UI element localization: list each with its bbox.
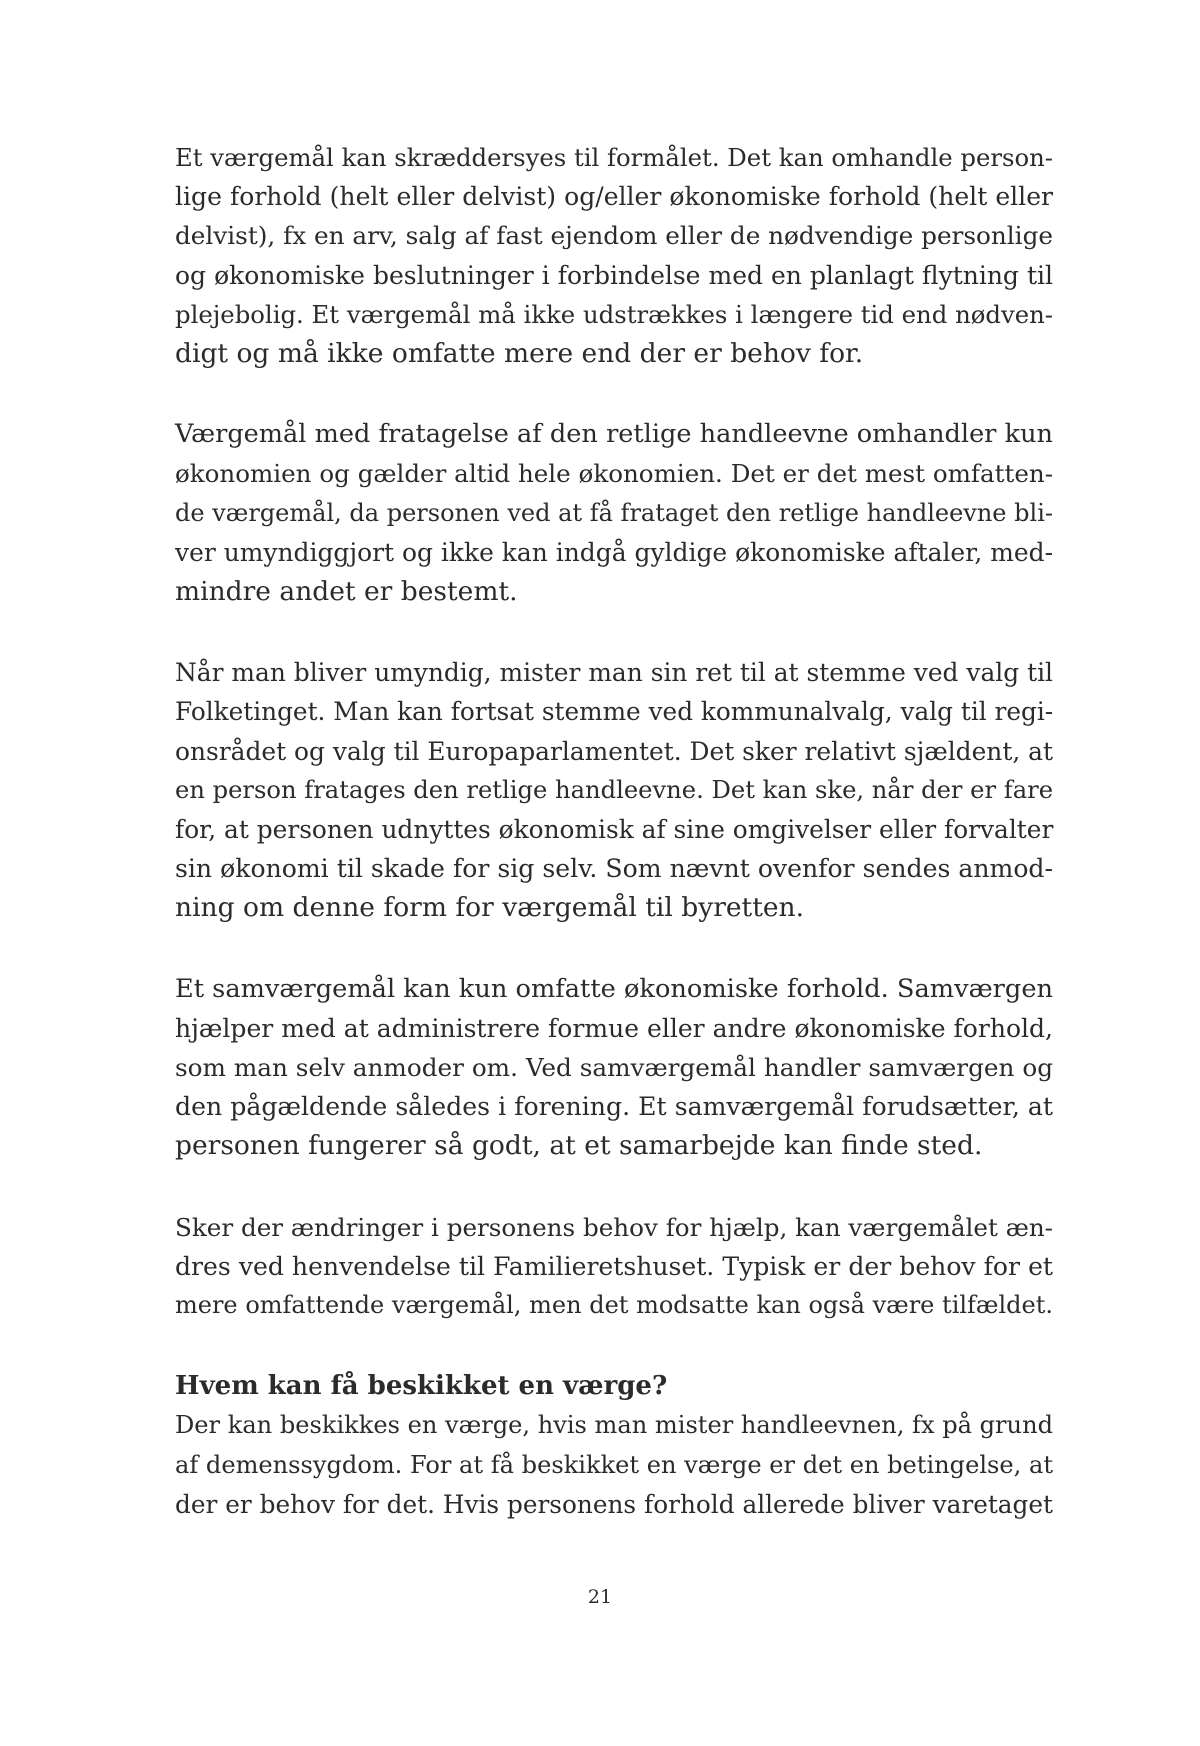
paragraph-5 <box>175 1208 1053 1326</box>
section-paragraph <box>175 1406 1053 1524</box>
text-line: sin økonomi til skade for sig selv. Som nævnt ovenfor sendes anmod- <box>175 854 1053 884</box>
text-line: de værgemål, da personen ved at få frataget den retlige handleevne bli- <box>175 498 1053 527</box>
page-number: 21 <box>587 1586 613 1608</box>
text-line: ver umyndiggjort og ikke kan indgå gyldige økonomiske aftaler, med- <box>175 537 1053 567</box>
text-line: Folketinget. Man kan fortsat stemme ved kommunalvalg, valg til regi- <box>175 697 1054 727</box>
text-line: som man selv anmoder om. Ved samværgemål handler samværgen og <box>175 1053 1053 1083</box>
text-line: den pågældende således i forening. Et samværgemål forudsætter, at <box>175 1092 1053 1122</box>
section-heading: Hvem kan få beskikket en værge? <box>175 1371 668 1402</box>
text-line: delvist), fx en arv, salg af fast ejendom eller de nødvendige personlige <box>175 221 1053 251</box>
text-line: der er behov for det. Hvis personens forhold allerede bliver varetaget <box>175 1489 1053 1519</box>
text-line: hjælper med at administrere formue eller andre økonomiske forhold, <box>175 1013 1053 1043</box>
text-line: mindre andet er bestemt. <box>175 576 518 608</box>
text-line: af demenssygdom. For at få beskikket en værge er det en betingelse, at <box>175 1450 1053 1479</box>
text-line: Sker der ændringer i personens behov for hjælp, kan værgemålet æn- <box>175 1212 1053 1242</box>
page-content <box>175 138 1053 1524</box>
paragraph-3 <box>175 653 1053 927</box>
paragraph-2 <box>175 415 1053 611</box>
text-line: personen fungerer så godt, at et samarbejde kan finde sted. <box>175 1130 983 1162</box>
text-line: digt og må ikke omfatte mere end der er behov for. <box>175 338 864 370</box>
text-line: Værgemål med fratagelse af den retlige handleevne omhandler kun <box>175 419 1053 450</box>
text-line: Et samværgemål kan kun omfatte økonomiske forhold. Samværgen <box>175 973 1054 1004</box>
text-line: en person fratages den retlige handleevne. Det kan ske, når der er fare <box>175 775 1054 804</box>
text-line: ning om denne form for værgemål til byretten. <box>175 892 805 924</box>
text-line: dres ved henvendelse til Familieretshuset. Typisk er der behov for et <box>175 1251 1053 1281</box>
text-line: Der kan beskikkes en værge, hvis man mister handleevnen, fx på grund <box>175 1411 1053 1440</box>
text-line: og økonomiske beslutninger i forbindelse med en planlagt flytning til <box>175 260 1053 290</box>
paragraph-4 <box>175 970 1053 1166</box>
text-line: Et værgemål kan skræddersyes til formålet. Det kan omhandle person- <box>175 143 1054 172</box>
text-line: mere omfattende værgemål, men det modsatte kan også være tilfældet. <box>175 1291 1053 1320</box>
text-line: lige forhold (helt eller delvist) og/eller økonomiske forhold (helt eller <box>175 182 1053 212</box>
text-line: Når man bliver umyndig, mister man sin ret til at stemme ved valg til <box>175 658 1053 688</box>
text-line: onsrådet og valg til Europaparlamentet. Det sker relativt sjældent, at <box>175 736 1053 766</box>
text-line: plejebolig. Et værgemål må ikke udstrækkes i længere tid end nødven- <box>175 299 1053 329</box>
text-line: for, at personen udnyttes økonomisk af sine omgivelser eller forvalter <box>175 815 1054 845</box>
text-line: økonomien og gælder altid hele økonomien. Det er det mest omfatten- <box>175 459 1053 489</box>
paragraph-1 <box>175 138 1053 373</box>
